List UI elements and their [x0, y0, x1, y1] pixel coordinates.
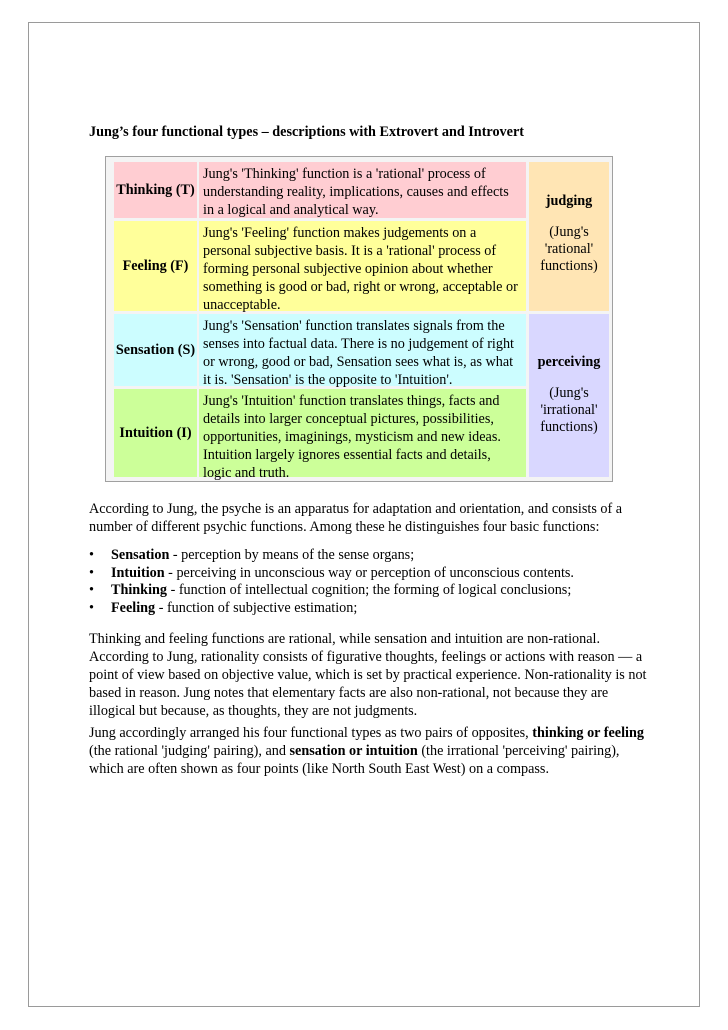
perceiving-group-cell	[529, 314, 609, 477]
list-item	[89, 565, 649, 583]
bullet-icon: •	[89, 564, 94, 581]
pairs-paragraph	[89, 724, 649, 778]
intro-paragraph: According to Jung, the psyche is an apparatus for adaptation and orientation, and consists of a number of different psychic functions. Among these he distinguishes four basic functions:	[89, 501, 623, 535]
pairs-bold-2: sensation or intuition	[289, 743, 418, 759]
list-item	[89, 582, 649, 600]
bullet-term: Thinking	[111, 582, 168, 598]
list-item	[89, 600, 649, 618]
pairs-bold-1: thinking or feeling	[532, 725, 644, 741]
bullet-text: - function of intellectual cognition; the forming of logical conclusions;	[167, 582, 572, 598]
judging-label: judging	[545, 193, 593, 209]
perceiving-note: (Jung's 'irrational' functions)	[540, 385, 598, 435]
bullet-term: Sensation	[111, 547, 170, 563]
type-name-feeling: Feeling (F)	[114, 221, 197, 311]
rationality-paragraph: Thinking and feeling functions are rational, while sensation and intuition are non-rational. According to Jung, rationality consists of figurative thoughts, feelings or actions with reason — a point of view based on objective value, which is set by practical experience. Non-rationality is not based in reason. Jung notes that elementary facts are also non-rational, not because they are illogical but because, as thoughts, they are not judgments.	[89, 631, 647, 719]
type-name-intuition: Intuition (I)	[114, 389, 197, 477]
bullet-icon: •	[89, 599, 94, 616]
bullet-icon: •	[89, 547, 94, 563]
judging-note: (Jung's 'rational' functions)	[540, 224, 598, 274]
type-description-sensation: Jung's 'Sensation' function translates signals from the senses into factual data. There is no judgement of right or wrong, good or bad, Sensation sees what is, as what it is. 'Sensation' is the opposite to 'Intuition'.	[199, 314, 526, 386]
pairs-text-2: (the rational 'judging' pairing), and	[89, 743, 290, 759]
type-description-thinking: Jung's 'Thinking' function is a 'rational' process of understanding reality, implications, causes and effects in a logical and analytical way.	[199, 162, 526, 218]
bullet-term: Feeling	[111, 599, 156, 616]
list-item	[89, 547, 649, 565]
bullet-term: Intuition	[111, 564, 165, 581]
bullet-icon: •	[89, 582, 94, 598]
functional-types-table	[105, 156, 613, 482]
judging-group-cell	[529, 162, 609, 311]
type-name-thinking: Thinking (T)	[114, 162, 197, 218]
pairs-text-1: Jung accordingly arranged his four functional types as two pairs of opposites,	[89, 725, 533, 741]
bullet-text: - perceiving in unconscious way or perception of unconscious contents.	[164, 564, 574, 581]
type-name-sensation: Sensation (S)	[114, 314, 197, 386]
perceiving-label: perceiving	[537, 354, 601, 370]
bullet-text: - perception by means of the sense organs;	[169, 547, 415, 563]
function-bullet-list	[89, 547, 649, 617]
type-description-intuition: Jung's 'Intuition' function translates things, facts and details into larger conceptual pictures, possibilities, opportunities, imaginings, mysticism and new ideas. Intuition largely ignores essential facts and details, logic and truth.	[199, 389, 526, 477]
document-title: Jung’s four functional types – descriptions with Extrovert and Introvert	[89, 124, 524, 140]
pairs-text-3: (the irrational 'perceiving' pairing), which are often shown as four points (like North South East West) on a compass.	[89, 743, 620, 777]
type-description-feeling: Jung's 'Feeling' function makes judgements on a personal subjective basis. It is a 'rational' process of forming personal subjective opinion about whether something is good or bad, right or wrong, acceptable or unacceptable.	[199, 221, 526, 311]
bullet-text: - function of subjective estimation;	[155, 599, 358, 616]
